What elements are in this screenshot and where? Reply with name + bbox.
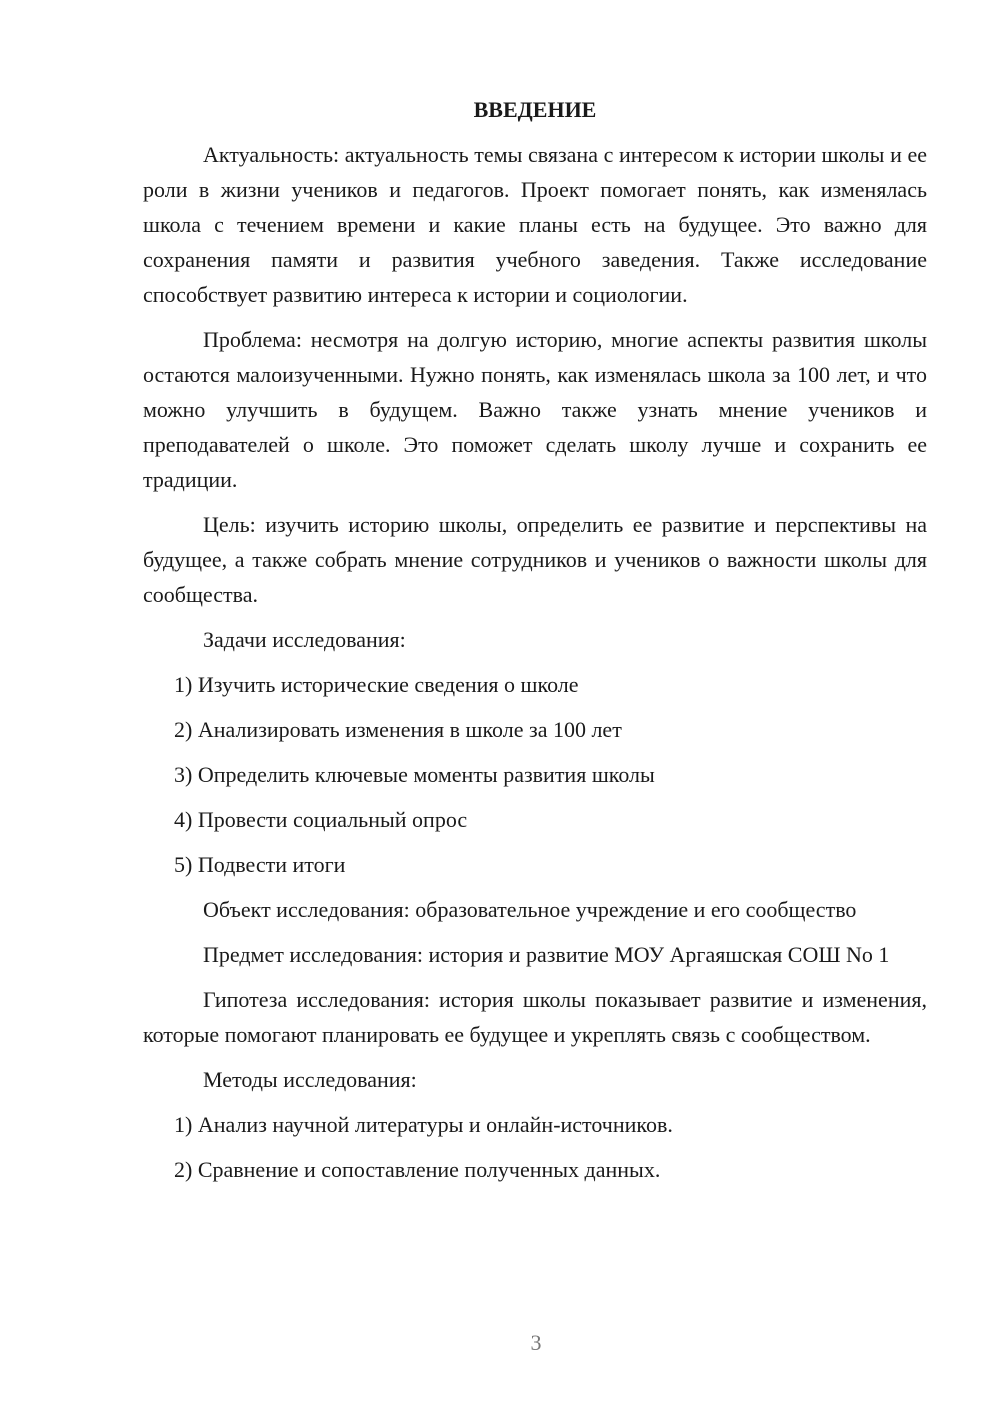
document-page (143, 95, 927, 1197)
tasks-label: Задачи исследования: (203, 627, 406, 652)
task-item: 2) Анализировать изменения в школе за 100 лет (174, 717, 622, 742)
task-item: 1) Изучить исторические сведения о школе (174, 672, 579, 697)
task-item: 4) Провести социальный опрос (174, 807, 468, 832)
page-number: 3 (530, 1330, 542, 1355)
relevance-paragraph: Актуальность: актуальность темы связана с интересом к истории школы и ее роли в жизни учеников и педагогов. Проект помогает понять, как изменялась школа с течением времени и какие планы есть на будущее. Это важно для сохранения памяти и развития учебного заведения. Также исследование способствует развитию интереса к истории и социологии. (143, 142, 927, 307)
goal-paragraph: Цель: изучить историю школы, определить ее развитие и перспективы на будущее, а также собрать мнение сотрудников и учеников о важности школы для сообщества. (143, 512, 927, 607)
task-item: 5) Подвести итоги (174, 852, 346, 877)
task-item: 3) Определить ключевые моменты развития школы (174, 762, 655, 787)
object-paragraph: Объект исследования: образовательное учреждение и его сообщество (203, 897, 857, 922)
page-title: ВВЕДЕНИЕ (473, 97, 597, 122)
subject-paragraph: Предмет исследования: история и развитие МОУ Аргаяшская СОШ No 1 (203, 942, 890, 967)
methods-label: Методы исследования: (203, 1067, 417, 1092)
method-item: 1) Анализ научной литературы и онлайн-источников. (174, 1112, 673, 1137)
problem-paragraph: Проблема: несмотря на долгую историю, многие аспекты развития школы остаются малоизученными. Нужно понять, как изменялась школа за 100 лет, и что можно улучшить в будущем. Важно также узнать мнение учеников и преподавателей о школе. Это поможет сделать школу лучше и сохранить ее традиции. (143, 327, 927, 492)
hypothesis-paragraph: Гипотеза исследования: история школы показывает развитие и изменения, которые помогают планировать ее будущее и укреплять связь с сообществом. (143, 987, 927, 1047)
method-item: 2) Сравнение и сопоставление полученных данных. (174, 1157, 661, 1182)
